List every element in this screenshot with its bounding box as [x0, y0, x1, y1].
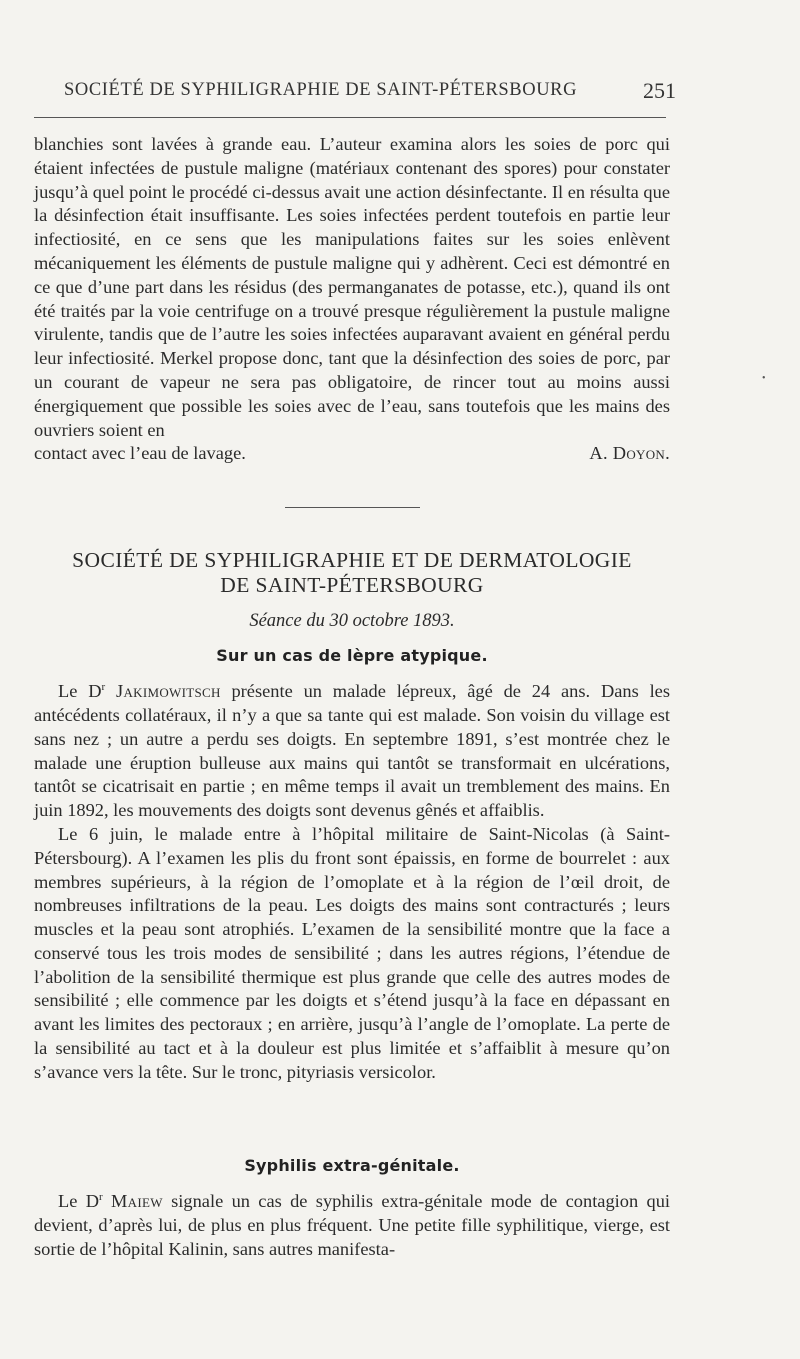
previous-article-text: blanchies sont lavées à grande eau. L’auteur examina alors les soies de porc qui étaient infectées de pustule maligne (matériaux contenant des spores) pour constater jusqu’à quel point le procédé ci-dessus avait une action désinfectante. Il en résulta que la désinfection était insuffisante. Les soies infectées perdent toutefois en partie leur infectiosité, en ce sens que les manipulations faites sur les soies enlèvent mécaniquement les éléments de pustule maligne qui y adhèrent. Ceci est démontré en ce que d’une part dans les résidus (des permanganates de potasse, etc.), quand ils ont été traités par la voie centrifuge on a trouvé presque régulièrement la pustule maligne virulente, tandis que de l’autre les soies infectées auparavant avaient en général perdu leur infectiosité. Merkel propose donc, tant que la désinfection des soies de porc, par un courant de vapeur ne sera pas obligatoire, de rincer tout au moins aussi énergiquement que possible les soies avec de l’eau, sans toutefois que les mains des ouvriers soient en: [34, 134, 670, 440]
case-syphilis-body: [34, 1186, 670, 1262]
doctor-name-jakimowitsch: Jakimowitsch: [116, 681, 221, 702]
case-syphilis-p1-text: signale un cas de syphilis extra-génitale mode de contagion qui devient, d’après lui, de plus en plus fréquent. Une petite fille syphilitique, vierge, est sortie de l’hôpital Kalinin, sans autres manifesta-: [34, 1191, 670, 1259]
signature-row: [34, 442, 670, 466]
article-signature: A. Doyon.: [589, 443, 670, 464]
running-head: [64, 80, 676, 110]
case-lepre-body: [34, 676, 670, 1085]
section-title-line2: DE SAINT-PÉTERSBOURG: [220, 573, 484, 597]
doctor-abbrev: Le D: [58, 1191, 100, 1212]
case-title-lepre: Sur un cas de lèpre atypique.: [216, 646, 488, 665]
previous-article: [34, 133, 670, 466]
margin-mark: •: [762, 373, 766, 384]
doctor-abbrev-sup: r: [99, 1191, 103, 1203]
doctor-name-maiew: Maiew: [111, 1191, 163, 1212]
previous-article-last-line: contact avec l’eau de lavage.: [34, 443, 246, 464]
case-title-syphilis: Syphilis extra-génitale.: [244, 1156, 460, 1175]
page-number: 251: [643, 78, 676, 103]
section-title-line1: SOCIÉTÉ DE SYPHILIGRAPHIE ET DE DERMATOLOGIE: [72, 548, 632, 572]
section-separator: [285, 507, 420, 508]
case-lepre-paragraph-2: Le 6 juin, le malade entre à l’hôpital militaire de Saint-Nicolas (à Saint-Pétersbourg). A l’examen les plis du front sont épaissis, en forme de bourrelet : aux membres supérieurs, à la région de l’omoplate et à la région de l’œil droit, de nombreuses infiltrations de la peau. Les doigts des mains sont contracturés ; leurs muscles et la peau sont atrophiés. L’examen de la sensibilité montre que la face a conservé tous les trois modes de sensibilité ; dans les autres régions, l’étendue de l’abolition de la sensibilité thermique est plus grande que celle des autres modes de sensibilité ; elle commence par les doigts et s’étend jusqu’à la face en dépassant en avant les limites des pectoraux ; en arrière, jusqu’à l’angle de l’omoplate. La perte de la sensibilité au tact et à la douleur est plus limitée et s’affaiblit à mesure qu’on s’avance vers la tête. Sur le tronc, pityriasis versicolor.: [34, 823, 670, 1082]
doctor-abbrev-sup: r: [101, 681, 106, 693]
doctor-abbrev: Le D: [58, 681, 102, 702]
running-title: SOCIÉTÉ DE SYPHILIGRAPHIE DE SAINT-PÉTERSBOURG: [64, 80, 578, 100]
case-lepre-p1-text: présente un malade lépreux, âgé de 24 ans. Dans les antécédents collatéraux, il n’y a que sa tante qui est malade. Son voisin du village est sans nez ; un autre a perdu ses doigts. En septembre 1891, s’est montrée chez le malade une éruption bulleuse aux mains qui tantôt se transformait en ulcérations, tantôt se cicatrisait en partie ; en même temps il avait un tremblement des mains. En juin 1892, les mouvements des doigts sont devenus gênés et affaiblis.: [34, 681, 670, 821]
case-syphilis-paragraph-1: [34, 1186, 670, 1262]
header-rule: [34, 117, 666, 118]
session-date: Séance du 30 octobre 1893.: [249, 611, 455, 631]
case-lepre-paragraph-1: [34, 676, 670, 823]
